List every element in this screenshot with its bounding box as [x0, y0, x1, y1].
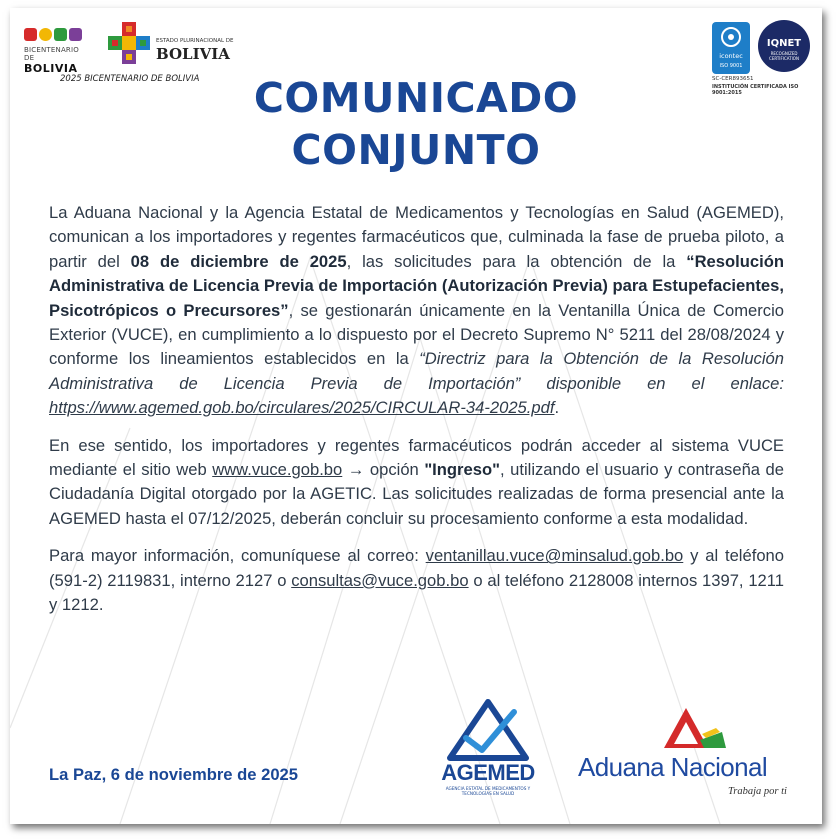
- icontec-iso-badge: [712, 22, 750, 74]
- paragraph-3-text-b: y al teléfono (591-2) 2119831, interno 2127 o: [49, 546, 785, 590]
- paragraph-1-text-c: , se gestionarán únicamente en la Ventanilla Única de Comercio Exterior (VUCE), en cumplimiento a lo dispuesto por el Decreto Supremo N° 5211 del 28/08/2024 y conforme los lineamientos establecidos en la: [49, 300, 784, 369]
- ingreso-option: "Ingreso": [424, 460, 500, 480]
- iso-label: ISO 9001: [719, 63, 743, 69]
- bicentenario-label: BICENTENARIO DE: [24, 46, 79, 62]
- paragraph-3-text-c: o al teléfono 2128008 internos 1397, 1211 y 1212.: [49, 570, 784, 615]
- certified-institution-label: INSTITUCIÓN CERTIFICADA ISO 9001:2015: [712, 84, 799, 96]
- estado-label: ESTADO PLURINACIONAL DE: [156, 38, 234, 44]
- bicentenario-name: BOLIVIA: [24, 62, 78, 75]
- aduana-slogan: Trabaja por ti: [728, 786, 787, 797]
- paragraph-2: [49, 434, 784, 532]
- agemed-logo: [438, 698, 538, 798]
- certificate-code: SC-CER893651: [712, 76, 754, 82]
- logo-mark-red: [24, 28, 37, 41]
- iqnet-badge: [758, 20, 810, 72]
- effective-date: 08 de diciembre de 2025: [130, 251, 347, 271]
- aduana-nacional-logo: [576, 704, 796, 804]
- iqnet-label: IQNET: [766, 38, 802, 49]
- circular-link[interactable]: https://www.agemed.gob.bo/circulares/2025/CIRCULAR-34-2025.pdf: [49, 398, 555, 418]
- issue-date: La Paz, 6 de noviembre de 2025: [49, 765, 299, 784]
- estado-plurinacional-logo: [108, 22, 238, 70]
- paragraph-1-text-a: La Aduana Nacional y la Agencia Estatal de Medicamentos y Tecnologías en Salud (AGEMED), comunican a los importadores y regentes farmacéuticos que, culminada la fase de prueba piloto, a partir del: [49, 203, 784, 271]
- icontec-label: icontec: [719, 52, 743, 60]
- icontec-icon: [712, 22, 750, 50]
- title-line-1: COMUNICADO: [253, 74, 579, 122]
- chakana-mosaic-icon: [108, 22, 150, 64]
- paragraph-1-text-d: .: [554, 398, 560, 418]
- paragraph-1: [49, 201, 784, 421]
- logo-mark-yellow: [39, 28, 52, 41]
- paragraph-3: [49, 544, 784, 617]
- agemed-subtitle: AGENCIA ESTATAL DE MEDICAMENTOS Y TECNOLOGÍAS EN SALUD: [445, 786, 531, 796]
- bicentenario-logo: [24, 24, 88, 75]
- announcement-card: [10, 8, 822, 824]
- logo-mark-purple: [69, 28, 82, 41]
- aduana-emblem-icon: [576, 704, 796, 754]
- iqnet-sub-label: RECOGNIZED CERTIFICATION: [769, 51, 799, 61]
- paragraph-1-text-b: , las solicitudes para la obtención de la: [346, 251, 687, 271]
- paragraph-2-text-c: , utilizando el usuario y contraseña de Ciudadanía Digital otorgado por la AGETIC. Las solicitudes realizadas de forma presencial ante la AGEMED hasta el 07/12/2025, deberán concluir su procesamiento conforme a esta modalidad.: [49, 460, 784, 528]
- announcement-body: [49, 201, 784, 631]
- aduana-wordmark: Aduana Nacional: [578, 752, 768, 782]
- paragraph-3-text-a: Para mayor información, comuníquese al correo:: [49, 546, 426, 566]
- paragraph-2-text-b: → opción: [342, 460, 425, 480]
- agemed-emblem-icon: [438, 698, 538, 762]
- bicentenario-tagline: 2025 BICENTENARIO DE BOLIVIA: [60, 74, 200, 84]
- agemed-wordmark: AGEMED: [441, 760, 535, 785]
- consultas-email-link[interactable]: consultas@vuce.gob.bo: [291, 570, 469, 590]
- vuce-website-link[interactable]: www.vuce.gob.bo: [212, 460, 343, 480]
- ventanilla-email-link[interactable]: ventanillau.vuce@minsalud.gob.bo: [425, 546, 684, 566]
- logo-mark-green: [54, 28, 67, 41]
- paragraph-2-text-a: En ese sentido, los importadores y regentes farmacéuticos podrán acceder al sistema VUCE mediante el sitio web: [49, 435, 784, 480]
- title-line-2: CONJUNTO: [291, 126, 541, 174]
- estado-name: BOLIVIA: [156, 45, 230, 63]
- resolution-name: “Resolución Administrativa de Licencia Previa de Importación (Autorización Previa) para Estupefacientes, Psicotrópicos o Precursores”: [49, 251, 784, 320]
- directive-title: “Directriz para la Obtención de la Resolución Administrativa de Licencia Previa de Importación” disponible en el enlace:: [49, 349, 784, 393]
